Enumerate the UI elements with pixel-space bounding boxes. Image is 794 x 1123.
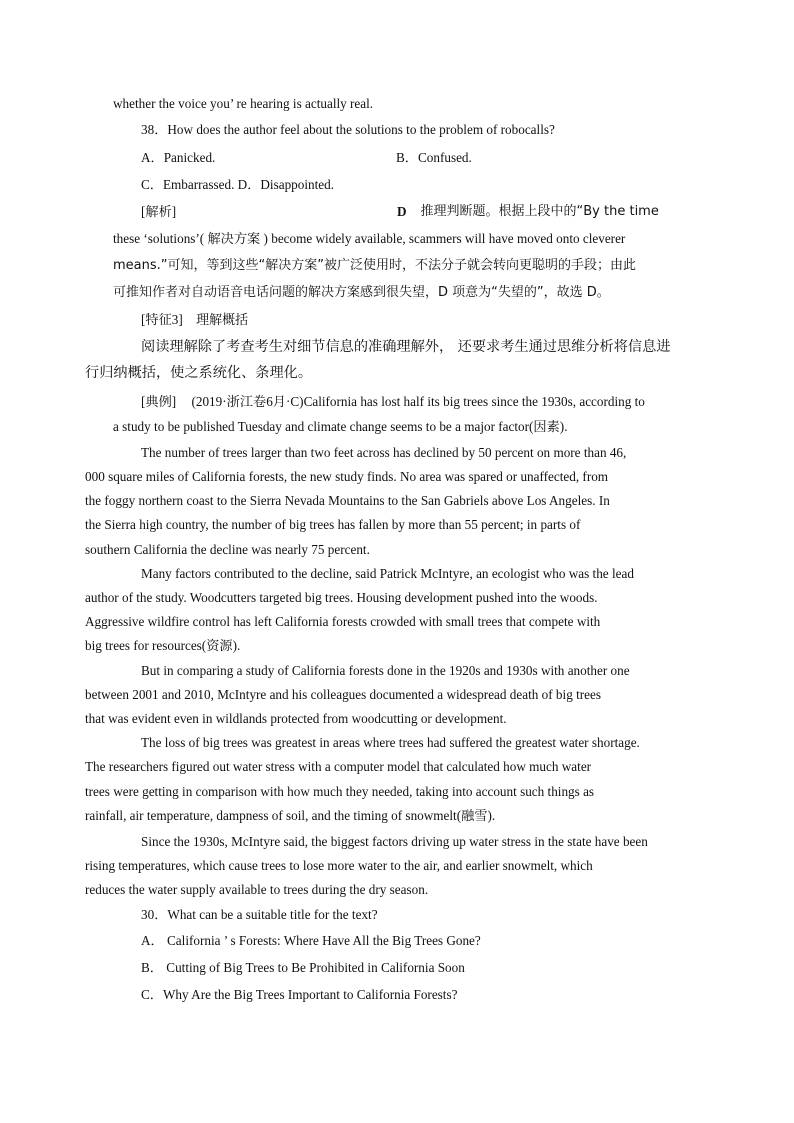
analysis-answer: D <box>397 204 407 220</box>
question-38-stem: 38．How does the author feel about the solutions to the problem of robocalls? <box>141 122 555 138</box>
question-30-option-c: C．Why Are the Big Trees Important to California Forests? <box>141 986 458 1002</box>
example-line-1 <box>113 390 681 414</box>
option-b: B．Confused. <box>396 150 472 166</box>
example-tag: [典例] <box>141 394 177 410</box>
analysis-line-4: 可推知作者对自动语音电话问题的解决方案感到很失望，D 项意为“失望的”，故选 D。 <box>113 285 610 301</box>
feature-description: 阅读理解除了考查考生对细节信息的准确理解外， 还要求考生通过思维分析将信息进 行归纳概括，使之系统化、条理化。 <box>85 339 671 382</box>
passage-paragraph-3: But in comparing a study of California forests done in the 1920s and 1930s with another one between 2001 and 2010, McIntyre and his colleagues documented a widespread death of big trees that was evident even in wildlands protected from woodcutting or development. <box>85 662 630 727</box>
document-page <box>85 92 681 1008</box>
question-30-option-a: A． California ’ s Forests: Where Have All the Big Trees Gone? <box>141 932 481 948</box>
previous-passage-ending: whether the voice you’ re hearing is actually real. <box>113 96 374 111</box>
analysis-tag: [解析] <box>141 204 177 220</box>
question-38-options-cd: C．Embarrassed. D．Disappointed. <box>141 177 335 193</box>
analysis-header <box>113 198 681 225</box>
feature-heading <box>113 306 681 334</box>
example-intro-text: California has lost half its big trees since the 1930s, according to <box>303 394 645 410</box>
question-30-option-b: B． Cutting of Big Trees to Be Prohibited in California Soon <box>141 959 465 975</box>
example-source: (2019·浙江卷6月·C) <box>191 394 304 410</box>
option-a: A．Panicked. <box>141 150 216 166</box>
analysis-type: 推理判断题。根据上段中的“By the time <box>420 204 659 220</box>
analysis-line-3: means.”可知，等到这些“解决方案”被广泛使用时，不法分子就会转向更聪明的手段；由此 <box>113 258 636 274</box>
passage-paragraph-5: Since the 1930s, McIntyre said, the biggest factors driving up water stress in the state have been rising temperatures, which cause trees to lose more water to the air, and earlier snowmelt, which reduces the water supply available to trees during the dry season. <box>85 834 648 898</box>
question-30-stem: 30．What can be a suitable title for the text? <box>141 906 378 922</box>
passage-paragraph-4: The loss of big trees was greatest in areas where trees had suffered the greatest water shortage. The researchers figured out water stress with a computer model that calculated how much water trees were getting in comparison with how much they needed, taking into account such things as rainfall, air temperature, dampness of soil, and the timing of snowmelt(融雪). <box>85 735 640 823</box>
passage-paragraph-1: The number of trees larger than two feet across has declined by 50 percent on more than 46, 000 square miles of California forests, the new study finds. No area was spared or unaffected, from the foggy northern coast to the Sierra Nevada Mountains to the San Gabriels above Los Angeles. In the Sierra high country, the number of big trees has fallen by more than 55 percent; in parts of southern California the decline was nearly 75 percent. <box>85 444 627 557</box>
analysis-line-2: these ‘solutions’( 解决方案 ) become widely available, scammers will have moved onto cleverer <box>113 231 626 247</box>
passage-paragraph-2: Many factors contributed to the decline, said Patrick McIntyre, an ecologist who was the lead author of the study. Woodcutters targeted big trees. Housing development pushed into the woods. Aggressive wildfire control has left California forests crowded with small trees that compete with big trees for resources(资源). <box>85 565 634 654</box>
feature-title: 理解概括 <box>196 313 249 329</box>
question-38-options-ab <box>113 144 681 171</box>
example-line-2: a study to be published Tuesday and climate change seems to be a major factor(因素). <box>113 418 568 434</box>
feature-tag: [特征3] <box>141 312 183 328</box>
